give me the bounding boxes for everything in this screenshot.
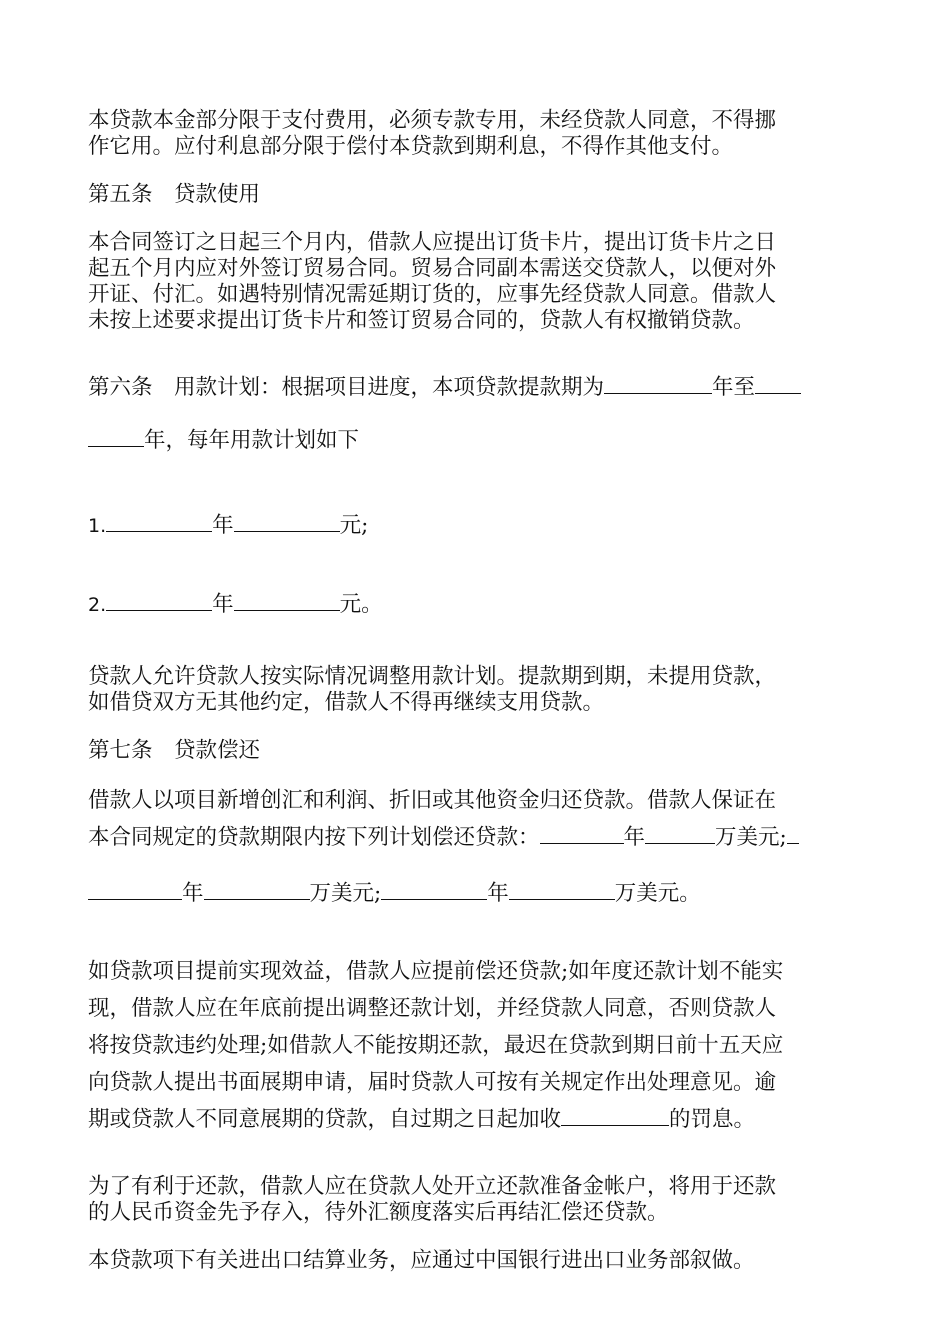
repayment-text-a: 本合同规定的贷款期限内按下列计划偿还贷款： xyxy=(88,825,540,850)
blank-drawdown-start-year[interactable] xyxy=(604,372,712,394)
document-page xyxy=(88,108,868,1274)
paragraph-early-repay-line3: 将按贷款违约处理;如借款人不能按期还款，最迟在贷款到期日前十五天应 xyxy=(88,1033,784,1058)
blank-drawdown-end-year-part1[interactable] xyxy=(755,372,801,394)
blank-item-1-amount[interactable] xyxy=(234,510,340,532)
repayment-usd-1: 万美元; xyxy=(715,825,787,850)
blank-item-2-amount[interactable] xyxy=(234,589,340,611)
article-6-text-a: 第六条 用款计划：根据项目进度，本项贷款提款期为 xyxy=(88,375,605,400)
repayment-usd-3: 万美元。 xyxy=(614,881,701,906)
paragraph-early-repay-line1: 如贷款项目提前实现效益，借款人应提前偿还贷款;如年度还款计划不能实 xyxy=(88,959,784,984)
blank-repay-amount-1[interactable] xyxy=(645,822,715,844)
plan-item-2-year-label: 年 xyxy=(212,592,234,617)
article-7-title: 第七条 贷款偿还 xyxy=(88,738,261,763)
blank-repay-amount-2[interactable] xyxy=(204,878,310,900)
blank-repay-year-1[interactable] xyxy=(540,822,624,844)
paragraph-early-repay-line5 xyxy=(88,1101,868,1138)
article-6-line1 xyxy=(88,372,868,401)
plan-item-2-number: 2. xyxy=(88,594,107,616)
blank-item-2-year[interactable] xyxy=(106,589,212,611)
plan-item-1 xyxy=(88,510,868,539)
paragraph-early-repay-line2: 现，借款人应在年底前提出调整还款计划，并经贷款人同意，否则贷款人 xyxy=(88,996,777,1021)
paragraph-early-repay-line4: 向贷款人提出书面展期申请，届时贷款人可按有关规定作出处理意见。逾 xyxy=(88,1070,777,1095)
blank-repay-year-3[interactable] xyxy=(381,878,487,900)
paragraph-loan-use-line2: 起五个月内应对外签订贸易合同。贸易合同副本需送交贷款人，以便对外 xyxy=(88,256,777,281)
plan-item-1-end: 元; xyxy=(339,513,369,538)
blank-item-1-year[interactable] xyxy=(106,510,212,532)
blank-repay-year-2-part2[interactable] xyxy=(88,878,182,900)
repayment-usd-2: 万美元; xyxy=(309,881,382,906)
paragraph-repayment-line3 xyxy=(88,878,868,907)
paragraph-reserve-account-line1: 为了有利于还款，借款人应在贷款人处开立还款准备金帐户，将用于还款 xyxy=(88,1174,777,1199)
paragraph-repayment-line1: 借款人以项目新增创汇和利润、折旧或其他资金归还贷款。借款人保证在 xyxy=(88,788,777,813)
early-repay-text-a: 期或贷款人不同意展期的贷款，自过期之日起加收 xyxy=(88,1107,562,1132)
repayment-year-label-3: 年 xyxy=(487,881,509,906)
paragraph-loan-use-line3: 开证、付汇。如遇特别情况需延期订货的，应事先经贷款人同意。借款人 xyxy=(88,282,777,307)
plan-item-2 xyxy=(88,589,868,618)
blank-penalty-rate[interactable] xyxy=(561,1104,669,1126)
paragraph-reserve-account-line2: 的人民币资金先予存入，待外汇额度落实后再结汇偿还贷款。 xyxy=(88,1200,669,1225)
paragraph-loan-use-line1: 本合同签订之日起三个月内，借款人应提出订货卡片，提出订货卡片之日 xyxy=(88,230,777,255)
paragraph-adjust-plan-line2: 如借贷双方无其他约定，借款人不得再继续支用贷款。 xyxy=(88,690,605,715)
repayment-year-label-2: 年 xyxy=(182,881,204,906)
paragraph-repayment-line2 xyxy=(88,819,868,856)
article-6-line2 xyxy=(88,425,868,454)
blank-repay-year-2-part1[interactable] xyxy=(787,822,799,844)
repayment-year-label-1: 年 xyxy=(623,825,646,850)
paragraph-settlement: 本贷款项下有关进出口结算业务，应通过中国银行进出口业务部叙做。 xyxy=(88,1248,755,1273)
article-6-text-c: 年，每年用款计划如下 xyxy=(144,428,360,453)
paragraph-adjust-plan-line1: 贷款人允许贷款人按实际情况调整用款计划。提款期到期，未提用贷款， xyxy=(88,664,777,689)
plan-item-1-number: 1. xyxy=(88,515,107,537)
paragraph-principal-use-line1: 本贷款本金部分限于支付费用，必须专款专用，未经贷款人同意，不得挪 xyxy=(88,108,777,133)
article-5-title: 第五条 贷款使用 xyxy=(88,182,261,207)
blank-repay-amount-3[interactable] xyxy=(509,878,615,900)
paragraph-principal-use-line2: 作它用。应付利息部分限于偿付本贷款到期利息，不得作其他支付。 xyxy=(88,134,734,159)
plan-item-2-end: 元。 xyxy=(339,592,383,617)
paragraph-loan-use-line4: 未按上述要求提出订货卡片和签订贸易合同的，贷款人有权撤销贷款。 xyxy=(88,308,755,333)
article-6-text-b: 年至 xyxy=(712,375,756,400)
blank-drawdown-end-year-part2[interactable] xyxy=(88,425,144,447)
plan-item-1-year-label: 年 xyxy=(212,513,234,538)
early-repay-text-b: 的罚息。 xyxy=(669,1107,756,1132)
